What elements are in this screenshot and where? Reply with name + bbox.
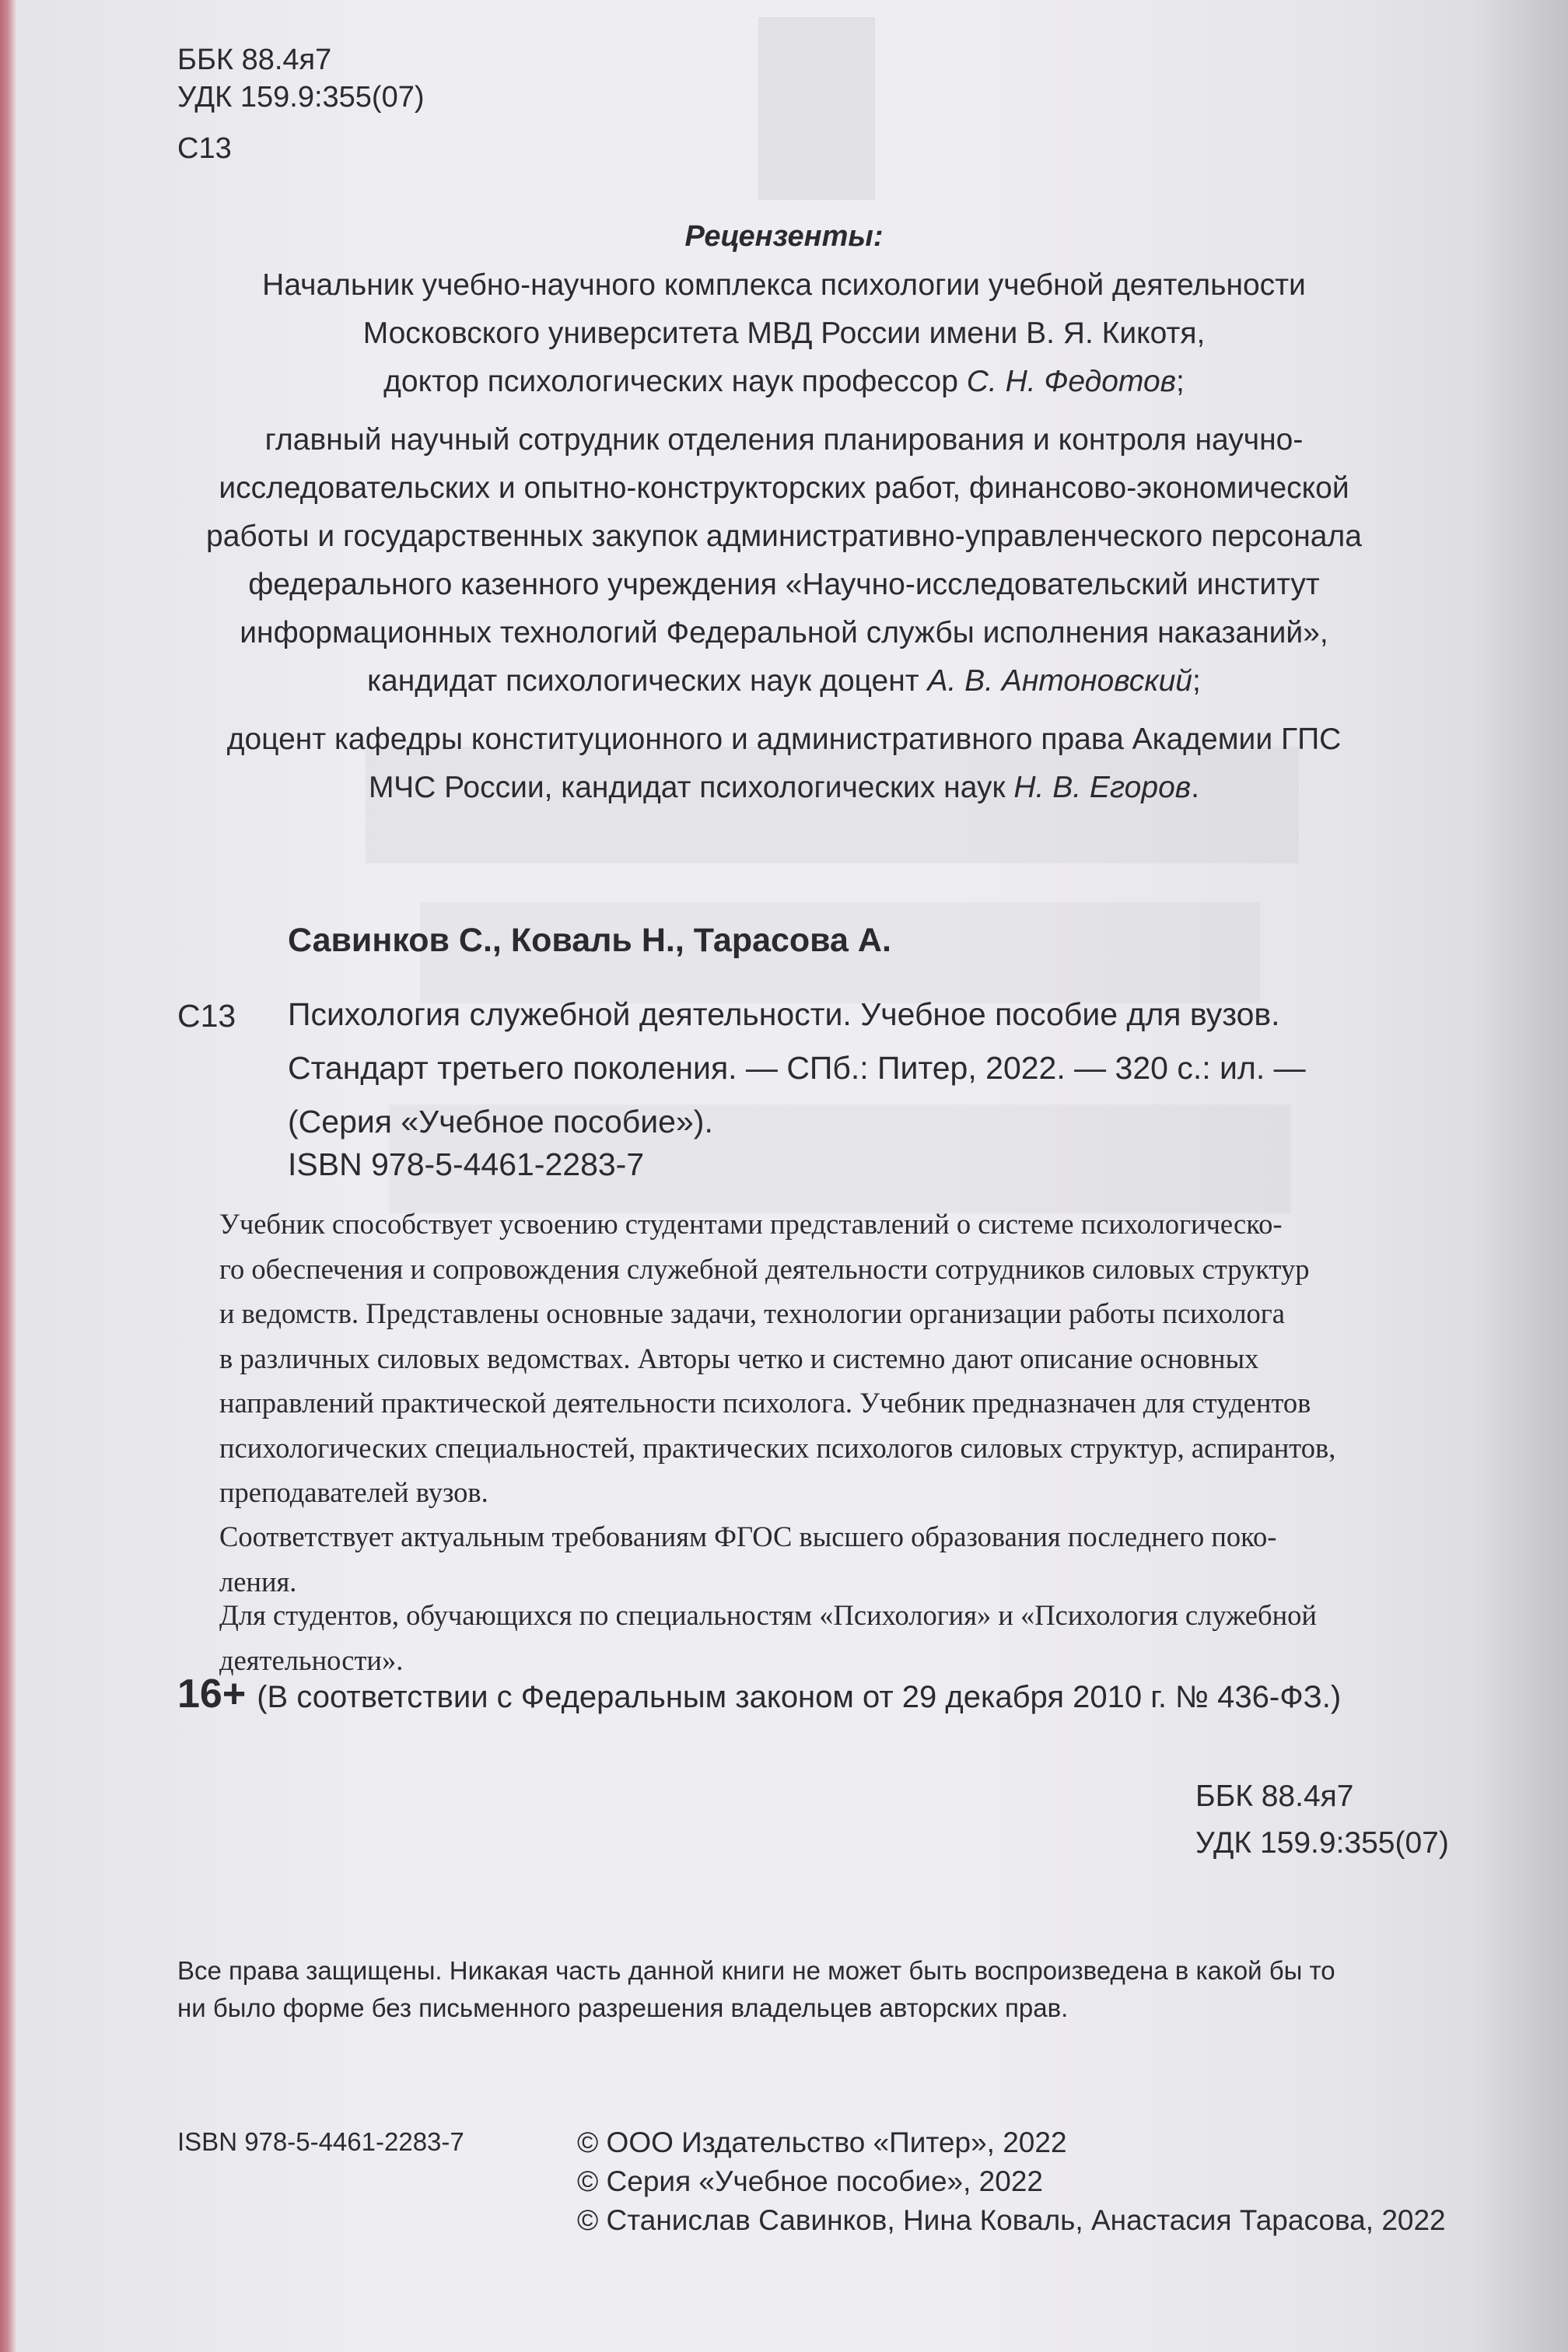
reviewer-1-punct: ; [1176, 365, 1185, 398]
annotation-paragraph-3 [219, 1593, 1503, 1682]
author-mark-top: С13 [177, 132, 232, 165]
reviewer-3-line-1: доцент кафедры конституционного и административного права Академии ГПС [226, 723, 1342, 756]
book-authors: Савинков С., Коваль Н., Тарасова А. [288, 922, 891, 959]
age-rating-law: (В соответствии с Федеральным законом от 29 декабря 2010 г. № 436-ФЗ.) [257, 1680, 1342, 1714]
annotation-line: и ведомств. Представлены основные задачи, технологии организации работы психолога [219, 1297, 1285, 1329]
imprint-isbn: ISBN 978-5-4461-2283-7 [177, 2127, 464, 2156]
reviewer-2-line-6 [84, 657, 1484, 705]
annotation-line: Учебник способствует усвоению студентами представлений о системе психологическо- [219, 1208, 1283, 1240]
book-author-mark: С13 [177, 998, 236, 1034]
reviewer-2-credentials: кандидат психологических наук доцент [367, 664, 928, 698]
bottom-classification [1195, 1773, 1449, 1867]
reviewer-2-punct: ; [1192, 664, 1201, 698]
reviewer-2-line-5: информационных технологий Федеральной службы исполнения наказаний», [240, 616, 1328, 649]
rights-notice [177, 1952, 1515, 2027]
age-rating [177, 1671, 1341, 1717]
reviewer-2-line-1: главный научный сотрудник отделения планирования и контроля научно- [264, 423, 1304, 457]
annotation-line: Соответствует актуальным требованиям ФГОС высшего образования последнего поко- [219, 1521, 1277, 1552]
copyright-series: © Серия «Учебное пособие», 2022 [577, 2165, 1043, 2197]
annotation-paragraph-1 [219, 1202, 1503, 1515]
reviewer-2-line-3: работы и государственных закупок административно-управленческого персонала [206, 520, 1362, 553]
rights-line-1: Все права защищены. Никакая часть данной книги не может быть воспроизведена в какой бы то [177, 1956, 1335, 1985]
annotation-line: деятельности». [219, 1643, 404, 1676]
udk-code-bottom: УДК 159.9:355(07) [1195, 1826, 1449, 1860]
copyright-block [577, 2123, 1446, 2240]
rights-line-2: ни было форме без письменного разрешения владельцев авторских прав. [177, 1993, 1069, 2022]
reviewer-1-line-2: Московского университета МВД России имени В. Я. Кикотя, [362, 317, 1206, 350]
copyright-publisher: © ООО Издательство «Питер», 2022 [577, 2126, 1067, 2158]
publisher-logo-showthrough [758, 17, 875, 200]
annotation-line: психологических специальностей, практических психологов силовых структур, аспирантов, [219, 1431, 1336, 1464]
book-title-line-1: Психология служебной деятельности. Учебное пособие для вузов. [288, 996, 1280, 1032]
reviewer-3-credentials: МЧС России, кандидат психологических наук [369, 771, 1014, 804]
copyright-authors: © Станислав Савинков, Нина Коваль, Анастасия Тарасова, 2022 [577, 2204, 1446, 2236]
annotation-line: в различных силовых ведомствах. Авторы четко и системно дают описание основных [219, 1342, 1259, 1374]
reviewer-1-credentials: доктор психологических наук профессор [383, 365, 967, 398]
bbk-code-top: ББК 88.4я7 [177, 44, 332, 76]
bbk-code-bottom: ББК 88.4я7 [1195, 1780, 1354, 1813]
reviewer-3-line-2 [84, 764, 1484, 812]
reviewer-1-name: С. Н. Федотов [966, 365, 1177, 398]
annotation-line: направлений практической деятельности психолога. Учебник предназначен для студентов [219, 1387, 1311, 1419]
annotation-paragraph-2 [219, 1514, 1503, 1604]
reviewer-1-line-1: Начальник учебно-научного комплекса психологии учебной деятельности [262, 268, 1306, 302]
reviewer-2-line-2: исследовательских и опытно-конструкторских работ, финансово-экономической [219, 471, 1349, 505]
book-title-line-3: (Серия «Учебное пособие»). [288, 1104, 713, 1139]
book-bibliographic-description [288, 988, 1509, 1149]
book-isbn: ISBN 978-5-4461-2283-7 [288, 1146, 645, 1182]
reviewer-1-line-3 [84, 358, 1484, 406]
annotation-line: преподавателей вузов. [219, 1476, 488, 1508]
reviewer-2-line-4: федерального казенного учреждения «Научно-исследовательский институт [248, 568, 1320, 601]
age-rating-mark: 16+ [177, 1671, 247, 1717]
book-title-line-2: Стандарт третьего поколения. — СПб.: Питер, 2022. — 320 с.: ил. — [288, 1050, 1306, 1086]
udk-code-top: УДК 159.9:355(07) [177, 81, 425, 114]
annotation-line: ления. [219, 1565, 297, 1598]
annotation-line: го обеспечения и сопровождения служебной деятельности сотрудников силовых структур [219, 1252, 1310, 1285]
reviewer-2-name: А. В. Антоновский [927, 664, 1192, 698]
page-edge [0, 0, 17, 2352]
reviewers-heading: Рецензенты: [684, 220, 884, 253]
reviewer-3-punct: . [1191, 771, 1199, 804]
reviewer-3-name: Н. В. Егоров [1013, 771, 1192, 804]
annotation-line: Для студентов, обучающихся по специальностям «Психология» и «Психология служебной [219, 1599, 1317, 1631]
